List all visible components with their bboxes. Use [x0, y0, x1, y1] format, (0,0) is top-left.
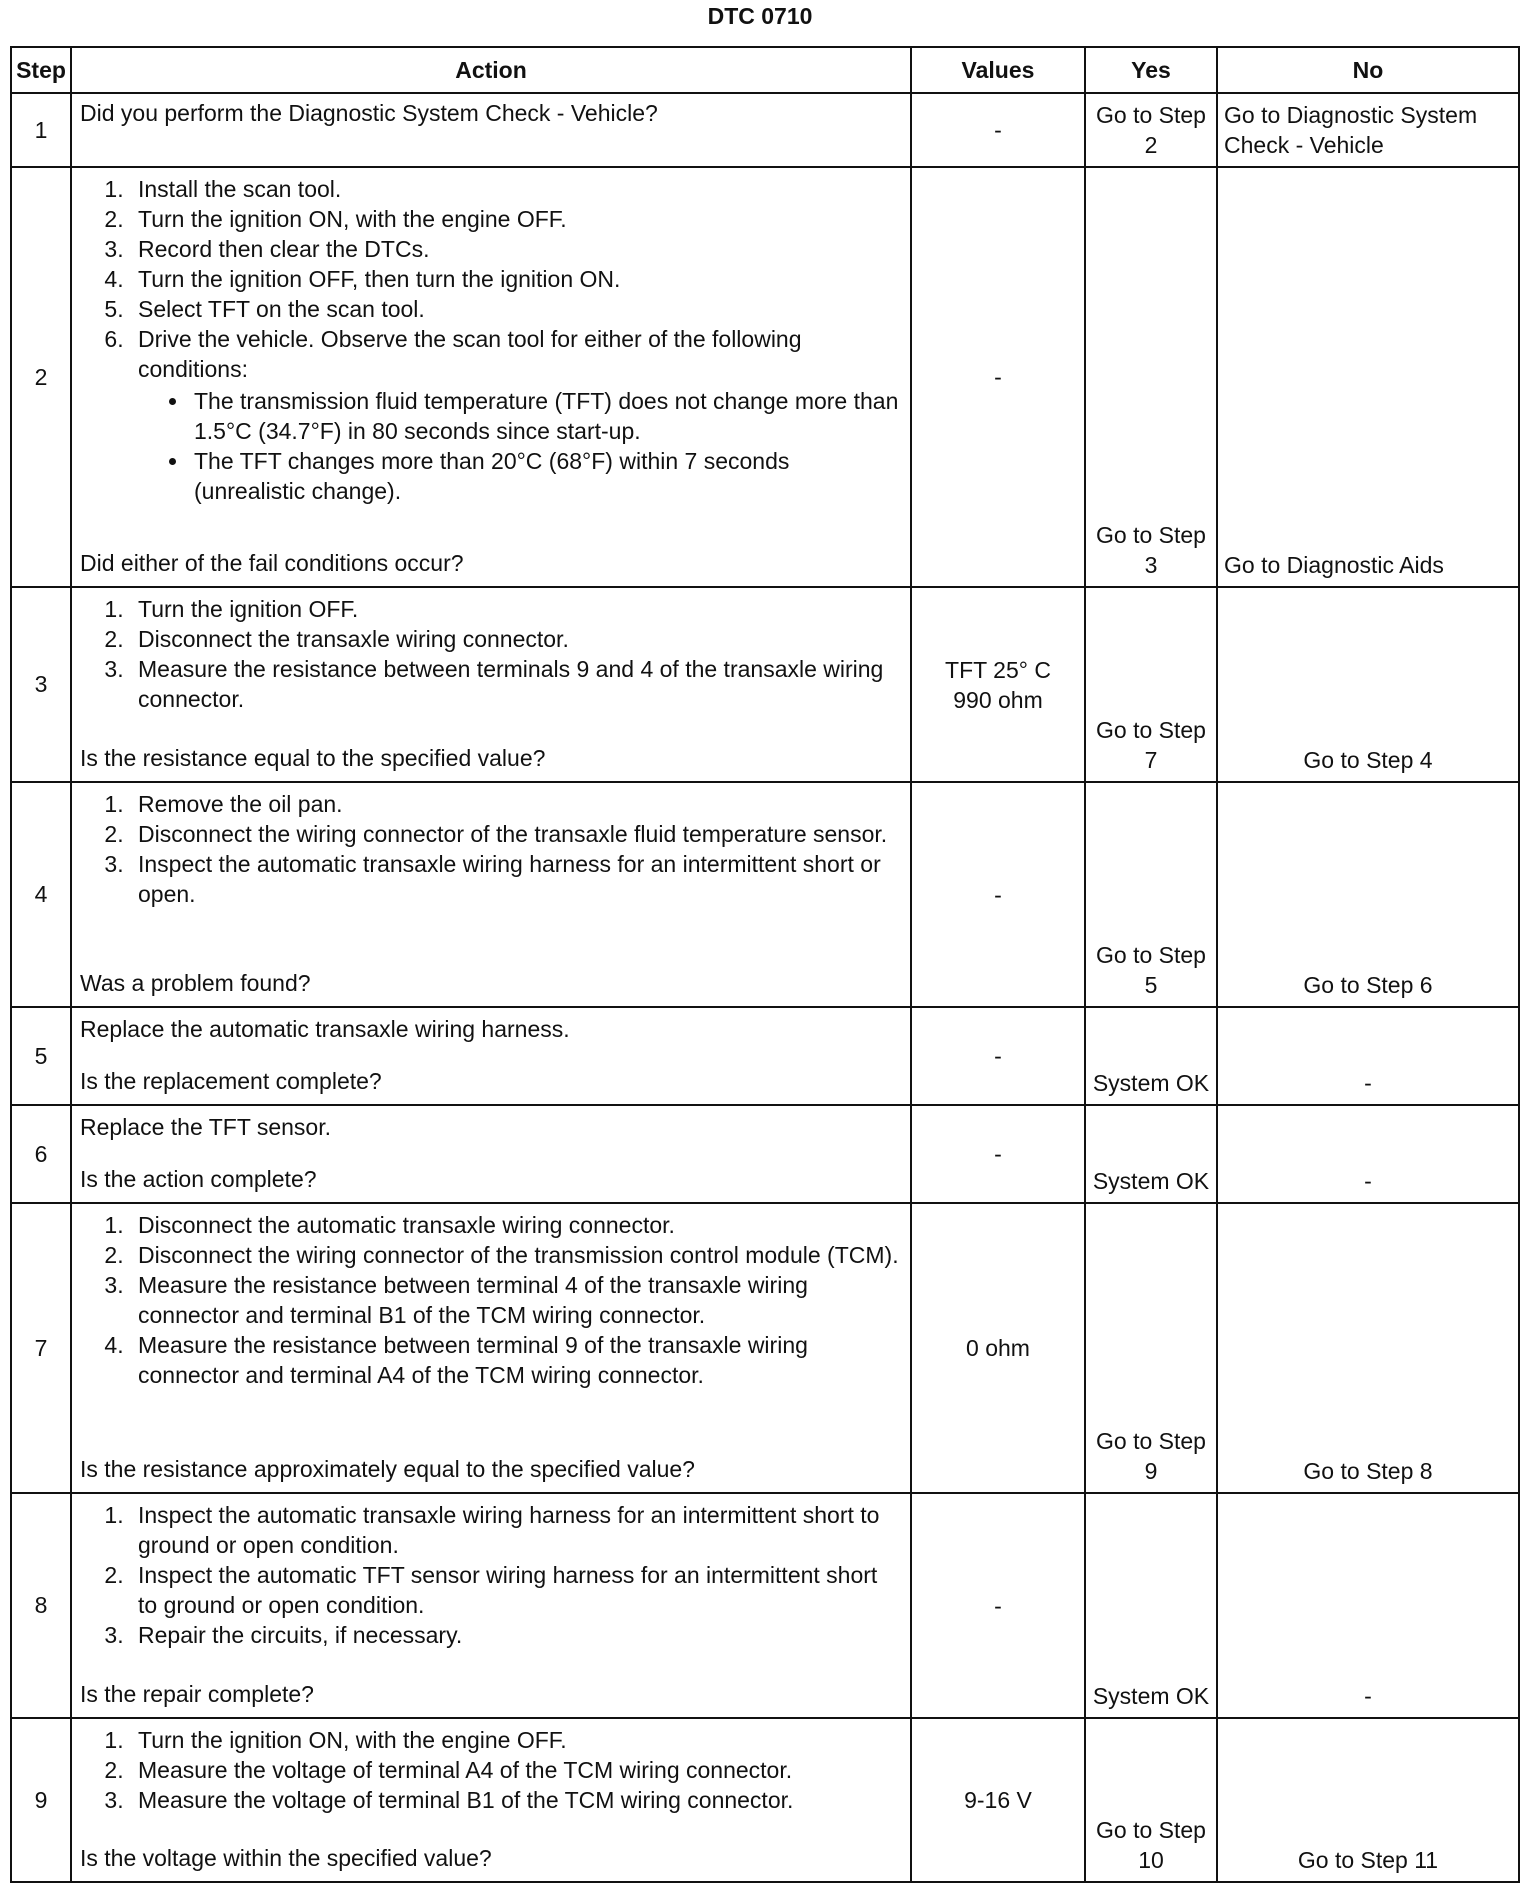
column-header-action: Action [71, 47, 911, 93]
action-question: Did you perform the Diagnostic System Check - Vehicle? [80, 100, 658, 126]
step-number: 5 [11, 1007, 71, 1105]
action-cell [71, 1493, 911, 1718]
column-header-yes: Yes [1085, 47, 1217, 93]
step-number: 9 [11, 1718, 71, 1882]
yes-cell: Go to Step 9 [1085, 1203, 1217, 1493]
step-number: 2 [11, 167, 71, 587]
action-step: 3. Measure the voltage of terminal B1 of the TCM wiring connector. [130, 1785, 902, 1815]
value-condition: TFT 25° C [945, 656, 1051, 683]
action-step: 1. Turn the ignition ON, with the engine OFF. [130, 1725, 902, 1755]
step-number: 6 [11, 1105, 71, 1203]
values-cell: 9-16 V [911, 1718, 1085, 1882]
action-steps [80, 1210, 902, 1390]
yes-cell: Go to Step 2 [1085, 93, 1217, 167]
yes-cell: Go to Step 3 [1085, 167, 1217, 587]
action-step: 2. Inspect the automatic TFT sensor wiring harness for an intermittent short to ground or open condition. [130, 1560, 902, 1620]
step-number: 1 [11, 93, 71, 167]
yes-cell: Go to Step 5 [1085, 782, 1217, 1007]
no-cell: Go to Step 6 [1217, 782, 1519, 1007]
values-cell: - [911, 782, 1085, 1007]
values-cell: - [911, 1493, 1085, 1718]
table-row [11, 1203, 1519, 1493]
action-step: 3. Measure the resistance between terminals 9 and 4 of the transaxle wiring connector. [130, 654, 902, 714]
yes-cell: Go to Step 10 [1085, 1718, 1217, 1882]
action-step: 1. Turn the ignition OFF. [130, 594, 902, 624]
table-row [11, 1105, 1519, 1203]
column-header-step: Step [11, 47, 71, 93]
column-header-no: No [1217, 47, 1519, 93]
condition-list [138, 386, 902, 506]
action-cell [71, 782, 911, 1007]
values-cell: - [911, 1105, 1085, 1203]
action-step: 1. Disconnect the automatic transaxle wiring connector. [130, 1210, 902, 1240]
action-step: 5. Select TFT on the scan tool. [130, 294, 902, 324]
no-cell: - [1217, 1493, 1519, 1718]
table-row [11, 782, 1519, 1007]
no-cell: - [1217, 1105, 1519, 1203]
action-step: 2. Measure the voltage of terminal A4 of the TCM wiring connector. [130, 1755, 902, 1785]
action-step: 2. Disconnect the wiring connector of the transaxle fluid temperature sensor. [130, 819, 902, 849]
no-cell: Go to Step 8 [1217, 1203, 1519, 1493]
table-row [11, 1718, 1519, 1882]
action-cell [71, 1203, 911, 1493]
action-step: 3. Record then clear the DTCs. [130, 234, 902, 264]
action-question: Is the replacement complete? [80, 1068, 382, 1094]
condition-item: • The TFT changes more than 20°C (68°F) within 7 seconds (unrealistic change). [190, 446, 902, 506]
action-cell [71, 1105, 911, 1203]
table-header-row [11, 47, 1519, 93]
action-step: 4. Measure the resistance between terminal 9 of the transaxle wiring connector and terminal A4 of the TCM wiring connector. [130, 1330, 902, 1390]
values-cell: 0 ohm [911, 1203, 1085, 1493]
step-number: 7 [11, 1203, 71, 1493]
action-step: 4. Turn the ignition OFF, then turn the ignition ON. [130, 264, 902, 294]
action-cell [71, 1007, 911, 1105]
no-cell: Go to Diagnostic System Check - Vehicle [1217, 93, 1519, 167]
action-question: Was a problem found? [80, 970, 311, 996]
values-cell [911, 587, 1085, 782]
action-step: 1. Install the scan tool. [130, 174, 902, 204]
action-steps [80, 594, 902, 714]
step-number: 4 [11, 782, 71, 1007]
action-steps [80, 789, 902, 909]
yes-cell: System OK [1085, 1007, 1217, 1105]
action-question: Is the voltage within the specified value? [80, 1845, 492, 1871]
action-steps [80, 1725, 902, 1815]
action-step: 2. Disconnect the wiring connector of the transmission control module (TCM). [130, 1240, 902, 1270]
action-step: 1. Remove the oil pan. [130, 789, 902, 819]
column-header-values: Values [911, 47, 1085, 93]
action-cell [71, 167, 911, 587]
value-spec: 990 ohm [953, 686, 1043, 713]
step-number: 8 [11, 1493, 71, 1718]
action-question: Is the resistance equal to the specified value? [80, 745, 546, 771]
table-row [11, 1007, 1519, 1105]
action-step: 2. Disconnect the transaxle wiring connector. [130, 624, 902, 654]
diagnostic-table [10, 46, 1520, 1883]
no-cell: - [1217, 1007, 1519, 1105]
yes-cell: System OK [1085, 1493, 1217, 1718]
action-statement: Replace the TFT sensor. [80, 1114, 332, 1140]
step-number: 3 [11, 587, 71, 782]
table-row [11, 587, 1519, 782]
action-statement: Replace the automatic transaxle wiring harness. [80, 1016, 570, 1042]
values-cell: - [911, 1007, 1085, 1105]
condition-item: • The transmission fluid temperature (TFT) does not change more than 1.5°C (34.7°F) in 80 seconds since start-up. [190, 386, 902, 446]
action-steps [80, 174, 902, 506]
action-step: 2. Turn the ignition ON, with the engine OFF. [130, 204, 902, 234]
action-cell [71, 587, 911, 782]
action-question: Is the resistance approximately equal to the specified value? [80, 1456, 695, 1482]
action-step: 3. Inspect the automatic transaxle wiring harness for an intermittent short or open. [130, 849, 902, 909]
action-question: Did either of the fail conditions occur? [80, 550, 464, 576]
values-cell: - [911, 93, 1085, 167]
action-question: Is the repair complete? [80, 1681, 314, 1707]
table-row [11, 93, 1519, 167]
no-cell: Go to Diagnostic Aids [1217, 167, 1519, 587]
action-step: 1. Inspect the automatic transaxle wiring harness for an intermittent short to ground or open condition. [130, 1500, 902, 1560]
action-step: 3. Repair the circuits, if necessary. [130, 1620, 902, 1650]
values-cell: - [911, 167, 1085, 587]
table-row [11, 167, 1519, 587]
action-step: 3. Measure the resistance between terminal 4 of the transaxle wiring connector and terminal B1 of the TCM wiring connector. [130, 1270, 902, 1330]
action-step-text: Drive the vehicle. Observe the scan tool for either of the following conditions: [138, 326, 802, 382]
no-cell: Go to Step 11 [1217, 1718, 1519, 1882]
action-steps [80, 1500, 902, 1650]
action-cell [71, 93, 911, 167]
no-cell: Go to Step 4 [1217, 587, 1519, 782]
action-step [130, 324, 902, 506]
yes-cell: System OK [1085, 1105, 1217, 1203]
yes-cell: Go to Step 7 [1085, 587, 1217, 782]
page-title: DTC 0710 [707, 3, 813, 29]
action-cell [71, 1718, 911, 1882]
table-row [11, 1493, 1519, 1718]
action-question: Is the action complete? [80, 1166, 317, 1192]
